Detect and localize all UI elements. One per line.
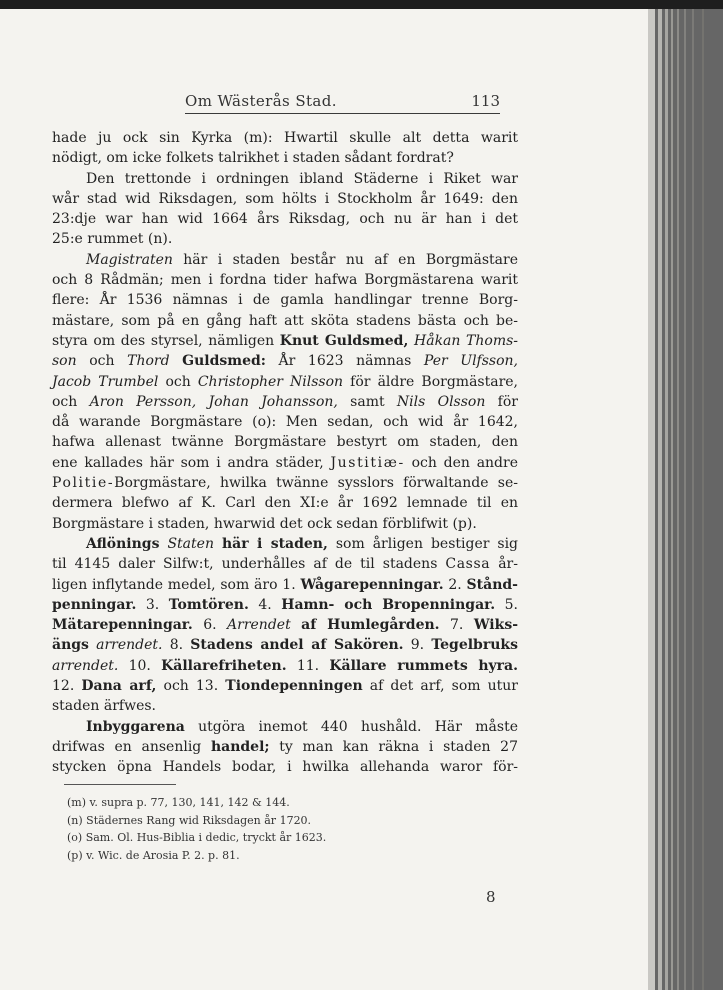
page-leaf-edge <box>648 9 655 990</box>
text-line: Mätarepenningar. 6. Arrendet af Humlegården. 7. Wiks- <box>52 617 519 634</box>
page-leaf-edge <box>692 9 694 990</box>
footnote: (m) v. supra p. 77, 130, 141, 142 & 144. <box>67 796 290 809</box>
text-line: arrendet. 10. Källarefriheten. 11. Källare rummets hyra. <box>52 657 518 674</box>
text-line: son och Thord Guldsmed: År 1623 nämnas Per Ulfsson, <box>52 353 518 370</box>
text-line: Den trettonde i ordningen ibland Städerne i Riket war <box>86 170 518 187</box>
running-title: Om Wästerås Stad. <box>185 92 337 110</box>
text-line: och 8 Rådmän; men i fordna tider hafwa Borgmästarena warit <box>52 272 518 289</box>
text-line: Jacob Trumbel och Christopher Nilsson för äldre Borgmästare, <box>52 373 519 390</box>
text-line: til 4145 daler Silfw:t, underhålles af de til stadens Cassa år- <box>52 556 518 573</box>
text-line: staden ärfwes. <box>52 698 156 715</box>
text-line: då warande Borgmästare (o): Men sedan, och wid år 1642, <box>52 414 518 431</box>
page-edge-stack <box>648 9 723 990</box>
text-line: ene kallades här som i andra städer, Justitiæ- och den andre <box>52 454 518 471</box>
text-line: 25:e rummet (n). <box>52 231 173 248</box>
text-line: ängs arrendet. 8. Stadens andel af Sakören. 9. Tegelbruks <box>52 637 518 654</box>
footnote: (o) Sam. Ol. Hus-Biblia i dedic, tryckt år 1623. <box>67 831 327 845</box>
page-leaf-edge <box>671 9 673 990</box>
footnotes <box>67 794 367 865</box>
text-line: mästare, som på en gång haft att sköta stadens bästa och be- <box>52 312 518 329</box>
signature-mark: 8 <box>486 888 496 906</box>
text-line: stycken öpna Handels bodar, i hwilka allehanda waror för- <box>52 759 518 776</box>
footnote: (n) Städernes Rang wid Riksdagen år 1720. <box>67 813 312 827</box>
text-line: Aflönings Staten här i staden, som årligen bestiger sig <box>86 535 519 552</box>
page-leaf-edge <box>702 9 704 990</box>
page-header <box>185 92 500 114</box>
text-line: och Aron Persson, Johan Johansson, samt Nils Olsson för <box>52 393 518 410</box>
text-line: Politie-Borgmästare, hwilka twänne sysslors förwaltande se- <box>52 475 518 492</box>
text-line: ligen inflytande medel, som äro 1. Wågarepenningar. 2. Stånd- <box>52 576 518 593</box>
text-line: drifwas en ansenlig handel; ty man kan räkna i staden 27 <box>52 738 518 755</box>
text-line: hade ju ock sin Kyrka (m): Hwartil skulle alt detta warit <box>52 130 518 146</box>
footnote: (p) v. Wic. de Arosia P. 2. p. 81. <box>67 849 240 863</box>
footnote-rule <box>64 784 176 785</box>
page-leaf-edge <box>658 9 662 990</box>
page-number: 113 <box>471 92 500 110</box>
text-line: wår stad wid Riksdagen, som hölts i Stockholm år 1649: den <box>52 190 518 207</box>
text-line: Magistraten här i staden består nu af en Borgmästare <box>86 251 518 268</box>
header-rule <box>185 113 500 114</box>
text-line: styra om des styrsel, nämligen Knut Guldsmed, Håkan Thoms- <box>52 332 519 349</box>
text-line: flere: År 1536 nämnas i de gamla handlingar trenne Borg- <box>52 292 518 309</box>
page-leaf-edge <box>677 9 679 990</box>
text-line: dermera blefwo af K. Carl den XI:e år 1692 lemnade til en <box>52 495 518 512</box>
page-leaf-edge <box>684 9 686 990</box>
body-text <box>52 128 518 778</box>
text-line: penningar. 3. Tomtören. 4. Hamn- och Bropenningar. 5. <box>52 596 518 613</box>
text-line: 23:dje war han wid 1664 års Riksdag, och nu är han i det <box>52 211 518 228</box>
text-line: Borgmästare i staden, hwarwid det ock sedan förblifwit (p). <box>52 515 477 532</box>
text-line: nödigt, om icke folkets talrikhet i staden sådant fordrat? <box>52 150 454 167</box>
scan-top-border <box>0 0 723 9</box>
text-line: Inbyggarena utgöra inemot 440 hushåld. Här måste <box>86 718 518 735</box>
page-leaf-edge <box>665 9 668 990</box>
text-line: hafwa allenast twänne Borgmästare bestyrt om staden, den <box>52 434 518 451</box>
text-line: 12. Dana arf, och 13. Tiondepenningen af det arf, som utur <box>52 678 518 695</box>
